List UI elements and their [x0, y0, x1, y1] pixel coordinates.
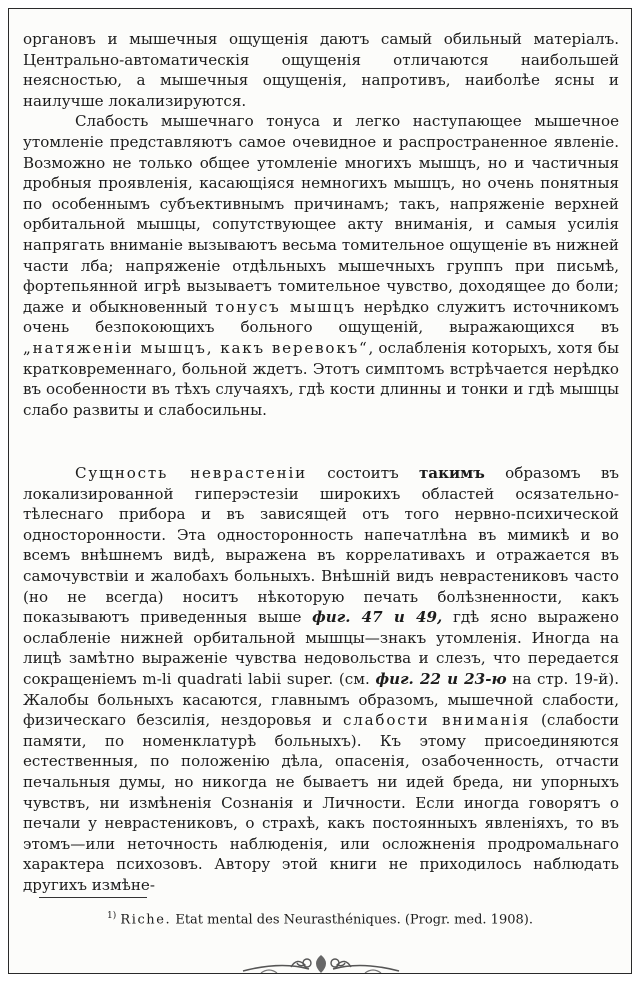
footnote-divider [39, 897, 147, 898]
footnote [107, 907, 607, 929]
spaced-term-attention-weakness: слабости вниманія [342, 711, 531, 730]
spaced-term-muscle-tone: тонусъ мышцъ [215, 297, 357, 316]
paragraph-2: Слабость мышечнаго тонуса и легко наступающее мышечное утомленіе представляютъ самое очевидное и распространенное явленіе. Возможно не только общее утомленіе многихъ мышцъ, но и частичныя дробныя проявленія, касающіяся немногихъ мышцъ, но очень понятныя по особеннымъ субъективнымъ причинамъ; такъ, напряженіе верхней орбитальной мышцы, сопутствующее акту вниманія, и самыя усилія напрягать вниманіе вызываютъ весьма томительное ощущеніе въ нижней части лба; напряженіе отдѣльныхъ мышечныхъ группъ при письмѣ, фортепьянной игрѣ вызываетъ томительное чувство, доходящее до боли; даже и обыкновенный тонусъ мышцъ нерѣдко служитъ источникомъ очень безпокоющихъ больного ощущеній, выражающихся въ „натяженіи мышцъ, какъ веревокъ“, ослабленія которыхъ, хотя бы кратковременнаго, больной ждетъ. Этотъ симптомъ встрѣчается нерѣдко въ особенности въ тѣхъ случаяхъ, гдѣ кости длинны и тонки и гдѣ мышцы слабо развиты и слабосильны. [23, 112, 619, 419]
bold-term-thus: такимъ [418, 464, 485, 482]
spaced-term-rope-tension: „натяженіи мышцъ, какъ веревокъ“ [23, 338, 369, 357]
paragraph-3: Сущность неврастеніи состоитъ такимъ образомъ въ локализированной гиперэстезіи широкихъ областей осязательно-тѣлеснаго прибора и въ зависящей отъ того нервно-психической односторонности. Эта односторонность напечатлѣна въ мимикѣ и во всемъ внѣшнемъ видѣ, выражена въ коррелативахъ и отражается въ самочувствіи и жалобахъ больныхъ. Внѣшній видъ неврастениковъ часто (но не всегда) носитъ нѣкоторую печать болѣзненности, какъ показываютъ приведенныя выше фиг. 47 и 49, гдѣ ясно выражено ослабленіе нижней орбитальной мышцы—знакъ утомленія. Иногда на лицѣ замѣтно выраженіе чувства недовольства и слезъ, что передается сокращеніемъ m-li quadrati labii super. (см. фиг. 22 и 23-ю на стр. 19-й). Жалобы больныхъ касаются, главнымъ образомъ, мышечной слабости, физическаго безсилія, нездоровья и слабости вниманія (слабости памяти, по номенклатурѣ больныхъ). Къ этому присоединяются естественныя, по положенію дѣла, опасенія, озабоченность, отчасти печальныя думы, но никогда не бываетъ ни идей бреда, ни упорныхъ чувствъ, ни измѣненія Сознанія и Личности. Если иногда говорятъ о печали у неврастениковъ, о страхѣ, какъ постоянныхъ явленіяхъ, то въ этомъ—или неточность наблюденія, или осложненія продромальнаго характера психозовъ. Автору этой книги не приходилось наблюдать другихъ измѣне- [23, 464, 619, 894]
book-page [8, 8, 632, 974]
footnote-marker: 1) [107, 911, 117, 921]
figure-reference-22-23: фиг. 22 и 23-ю [375, 669, 507, 688]
footnote-author: Riche. [120, 912, 172, 928]
footnote-text: Etat mental des Neurasthéniques. (Progr. med. 1908). [175, 912, 533, 928]
text-block-lower [23, 463, 619, 895]
ornament-icon [241, 951, 401, 974]
figure-reference-47-49: фиг. 47 и 49, [312, 608, 443, 627]
paragraph-1: органовъ и мышечныя ощущенія даютъ самый обильный матеріалъ. Центрально-автоматическія ощущенія отличаются наибольшей неясностью, а мышечныя ощущенія, напротивъ, наиболѣе ясны и наилучше локализируются. [23, 30, 619, 110]
text-block-upper [23, 29, 619, 420]
spaced-term-essence: Сущность неврастеніи [75, 464, 307, 482]
